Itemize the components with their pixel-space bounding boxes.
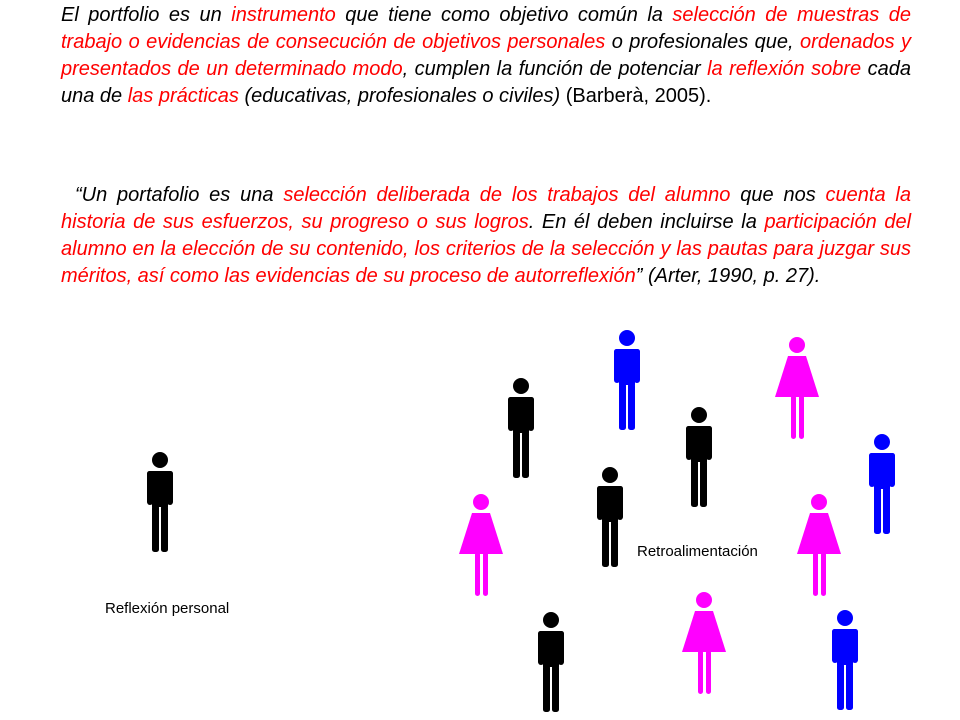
person-icon-self <box>140 450 180 554</box>
citation-text: (Barberà, 2005). <box>560 85 712 107</box>
text-span: “Un portafolio es una <box>75 184 284 206</box>
retroalimentacion-label: Retroalimentación <box>637 543 758 560</box>
highlight-span: instrumento <box>231 4 336 26</box>
text-span: El portfolio es un <box>61 4 232 26</box>
highlight-span: la reflexión sobre <box>707 58 862 80</box>
person-icon-group-3 <box>773 335 821 441</box>
text-span: o profesionales que, <box>605 31 801 53</box>
person-icon-group-1 <box>501 376 541 480</box>
text-span: cada una de <box>61 58 911 107</box>
highlight-span: las prácticas <box>127 85 239 107</box>
highlight-span: participación del alumno en la elección de su contenido, los criterios de la selección y las pautas para juzgar sus méritos, así como las evidencias de su proceso de autorreflexión <box>61 211 912 287</box>
person-icon-group-9 <box>680 590 728 696</box>
person-icon-group-12 <box>825 608 865 712</box>
person-icon-group-8 <box>795 492 843 598</box>
highlight-span: cuenta la historia de sus esfuerzos, su progreso o sus logros <box>61 184 911 233</box>
quote-paragraph <box>61 182 911 290</box>
highlight-span: selección de muestras de trabajo o evidencias de consecución de objetivos personales <box>61 4 911 53</box>
text-span: que tiene como objetivo común la <box>335 4 673 26</box>
highlight-span: selección deliberada de los trabajos del alumno <box>283 184 731 206</box>
highlight-span: ordenados y presentados de un determinado modo <box>61 31 912 80</box>
person-icon-group-4 <box>679 405 719 509</box>
text-span: . En él deben incluirse la <box>528 211 765 233</box>
person-icon-group-6 <box>457 492 505 598</box>
person-icon-group-5 <box>862 432 902 536</box>
definition-paragraph <box>61 2 911 110</box>
text-span: , cumplen la función de potenciar <box>402 58 708 80</box>
reflexion-personal-label: Reflexión personal <box>105 600 230 617</box>
text-span: que nos <box>730 184 826 206</box>
person-icon-group-2 <box>607 328 647 432</box>
citation-text: ” (Arter, 1990, p. 27). <box>635 265 821 287</box>
person-icon-group-10 <box>531 610 571 714</box>
person-icon-group-7 <box>590 465 630 569</box>
text-span: (educativas, profesionales o civiles) <box>238 85 561 107</box>
